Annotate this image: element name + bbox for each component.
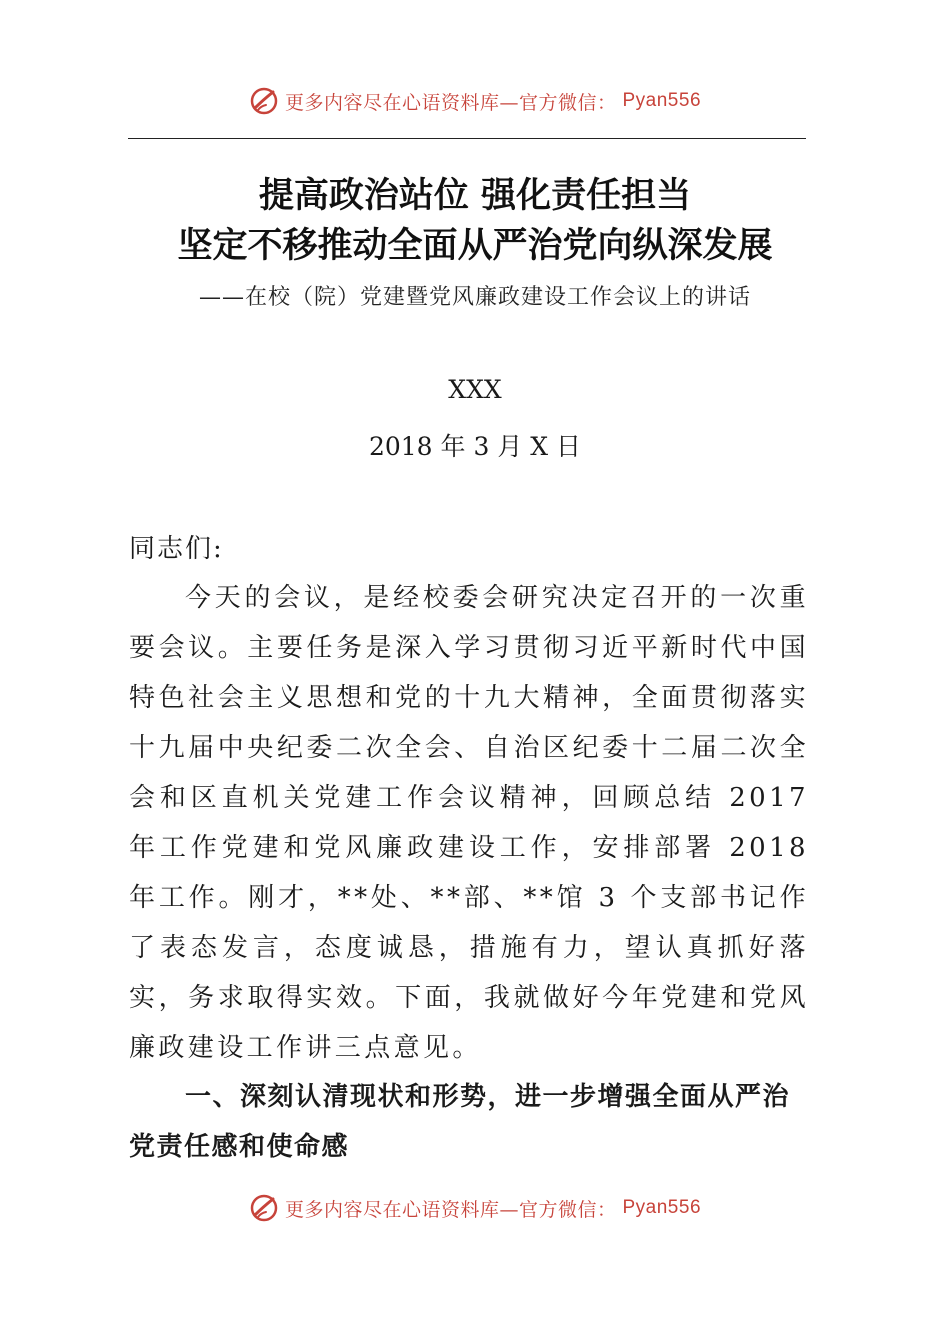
salutation: 同志们: (129, 534, 224, 564)
header-divider (128, 138, 806, 139)
document-title-line-2: 坚定不移推动全面从严治党向纵深发展 (177, 225, 773, 266)
watermark-handle: Pyan556 (622, 90, 702, 111)
watermark-text: 更多内容尽在心语资料库—官方微信： (284, 1198, 617, 1221)
body-paragraph: 今天的会议，是经校委会研究决定召开的一次重要会议。主要任务是深入学习贯彻习近平新时代中国特色社会主义思想和党的十九大精神，全面贯彻落实十九届中央纪委二次全会、自治区纪委十二届二次全会和区直机关党建工作会议精神，回顾总结 2017 年工作党建和党风廉政建设工作，安排部署 2018 年工作。刚才，**处、**部、**馆 3 个支部书记作了表态发言，态度诚恳，措施有力，望认真抓好落实，务求取得实效。下面，我就做好今年党建和党风廉政建设工作讲三点意见。 (129, 583, 809, 1063)
watermark-header (0, 86, 950, 116)
watermark-text: 更多内容尽在心语资料库—官方微信： (284, 91, 617, 114)
brush-logo-icon (249, 1193, 279, 1223)
author-name: XXX (448, 375, 502, 404)
section-heading-1: 一、深刻认清现状和形势，进一步增强全面从严治党责任感和使命感 (129, 1082, 791, 1162)
speech-date: 2018 年 3 月 X 日 (368, 432, 582, 461)
document-subtitle: ——在校（院）党建暨党风廉政建设工作会议上的讲话 (198, 285, 751, 310)
watermark-handle: Pyan556 (622, 1197, 702, 1218)
watermark-footer (0, 1193, 950, 1223)
brush-logo-icon (249, 86, 279, 116)
document-title-line-1: 提高政治站位 强化责任担当 (258, 175, 692, 216)
